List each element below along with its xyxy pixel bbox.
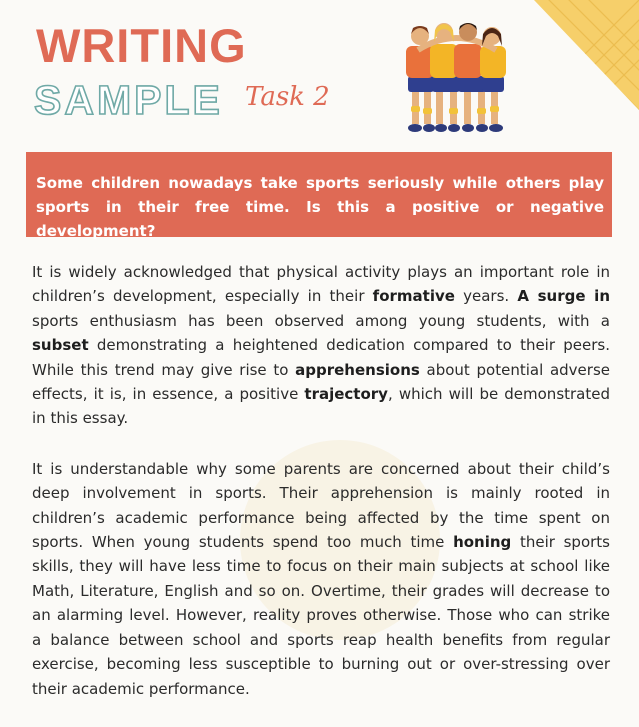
- athletes-huddle-illustration: [398, 10, 516, 138]
- title-writing: WRITING: [36, 19, 247, 72]
- essay-text: about potential adverse effects, it is, in essence, a positive: [32, 360, 610, 404]
- task-label: Task 2: [245, 82, 330, 112]
- title-sample: SAMPLE: [34, 77, 223, 123]
- highlighted-vocabulary: honing: [453, 533, 512, 552]
- essay-text: their sports skills, they will have less time to focus on their main subjects at school like Math, Literature, English and so on. Overtime, their grades will decrease to an alarming level. However, reality proves otherwise. Those who can strike a balance between school and sports reap health benefits from regular exercise, becoming less susceptible to burning out or over-stressing over their academic performance.: [32, 533, 610, 698]
- essay-text: It is widely acknowledged that physical activity plays an important role in children’s development, especially in their: [32, 263, 610, 306]
- task-prompt-box: [26, 152, 612, 240]
- task-prompt: Some children nowadays take sports seriously while others play sports in their free time. Is this a positive or negative development?: [36, 174, 604, 240]
- essay-paragraph-1: [32, 260, 610, 431]
- essay-paragraph-2: [32, 457, 610, 701]
- essay-text: sports enthusiasm has been observed among young students, with a: [32, 311, 610, 330]
- essay-text: , which will be demonstrated in this essay.: [32, 385, 611, 428]
- essay-text: It is understandable why some parents are concerned about their child’s deep involvement in sports. Their apprehension is mainly rooted in children’s academic performance being affected by the time spent on sports. When young students spend too much time: [32, 459, 610, 552]
- highlighted-vocabulary: subset: [32, 336, 89, 355]
- highlighted-vocabulary: trajectory: [304, 385, 388, 404]
- highlighted-vocabulary: apprehensions: [295, 360, 420, 379]
- highlighted-vocabulary: formative: [372, 287, 455, 306]
- essay-text: demonstrating a heightened dedication compared to their peers. While this trend may give rise to: [32, 336, 610, 379]
- highlighted-vocabulary: A surge in: [517, 287, 610, 306]
- essay-body: [32, 260, 610, 727]
- essay-text: years.: [454, 287, 518, 306]
